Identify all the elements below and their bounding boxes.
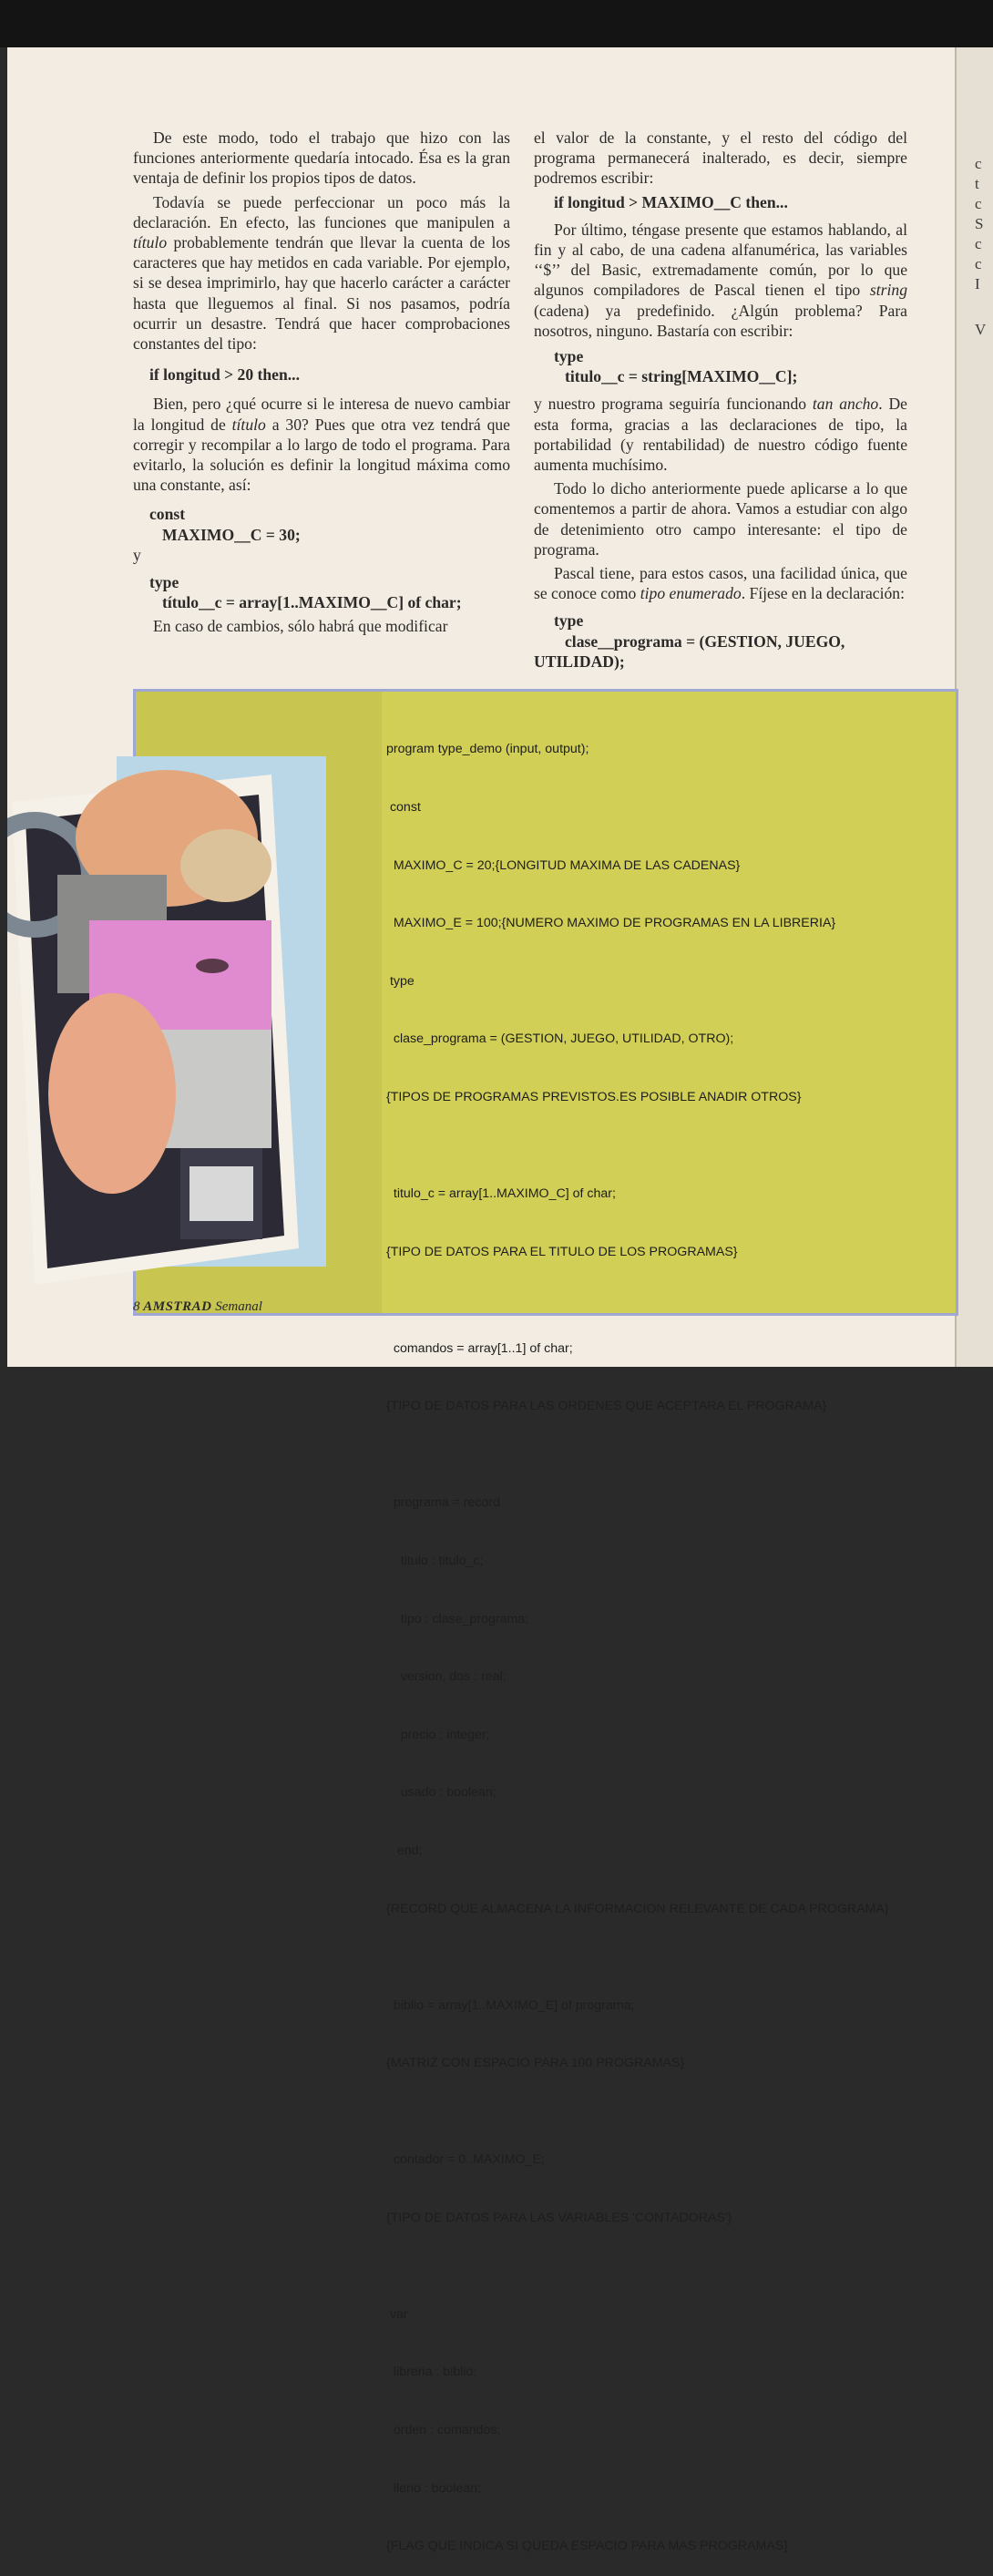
- listing-line: {RECORD QUE ALMACENA LA INFORMACION RELEVANTE DE CADA PROGRAMA}: [386, 1901, 889, 1916]
- paragraph: Pascal tiene, para estos casos, una facilidad única, que se conoce como tipo enumerado. Fíjese en la declaración:: [534, 564, 907, 603]
- right-text-column: [534, 128, 907, 672]
- listing-line: {TIPO DE DATOS PARA LAS VARIABLES 'CONTADORAS'}: [386, 2210, 732, 2225]
- listing-line: titulo_c = array[1..MAXIMO_C] of char;: [386, 1186, 616, 1202]
- listing-line: clase_programa = (GESTION, JUEGO, UTILIDAD, OTRO);: [386, 1031, 734, 1047]
- paragraph: y nuestro programa seguiría funcionando tan ancho. De esta forma, gracias a las declaraciones de tipo, la portabilidad (y rentabilidad) de nuestro código fuente aumenta muchísimo.: [534, 395, 907, 475]
- code-snippet: MAXIMO__C = 30;: [162, 525, 301, 544]
- edge-letter: V: [975, 321, 987, 338]
- listing-line: MAXIMO_C = 20;{LONGITUD MAXIMA DE LAS CADENAS}: [386, 857, 741, 873]
- cloud-shape: [180, 829, 271, 902]
- code-snippet: type: [554, 347, 584, 366]
- listing-line: programa = record: [386, 1495, 500, 1511]
- next-page-edge: [955, 47, 993, 1367]
- edge-letter: S: [975, 215, 984, 232]
- edge-letter: I: [975, 275, 980, 292]
- listing-line: comandos = array[1..1] of char;: [386, 1340, 573, 1356]
- edge-letter: c: [975, 155, 982, 172]
- listing-line: usado : boolean;: [386, 1785, 496, 1801]
- listing-line: orden : comandos;: [386, 2423, 501, 2438]
- listing-line: titulo : titulo_c;: [386, 1553, 484, 1568]
- paragraph: Todo lo dicho anteriormente puede aplicarse a lo que comentemos a partir de ahora. Vamos a estudiar con algo de detenimiento otro campo interesante: el tipo de programa.: [534, 479, 907, 559]
- top-dark-strip: [0, 0, 993, 47]
- listing-line: end;: [386, 1842, 423, 1858]
- listing-line: program type_demo (input, output);: [386, 742, 589, 757]
- code-snippet: type: [149, 573, 179, 592]
- paragraph: Por último, téngase presente que estamos hablando, al fin y al cabo, de una cadena alfanumérica, las variables ‘‘$’’ del Basic, extremadamente común, por lo que algunos compiladores de Pascal tienen el tipo string (cadena) ya predefinido. ¿Algún problema? Para nosotros, ninguno. Bastaría con escribir:: [534, 220, 907, 340]
- listing-line: const: [386, 800, 421, 816]
- paragraph: el valor de la constante, y el resto del código del programa permanecerá inalterado, es decir, siempre podremos escribir:: [534, 128, 907, 188]
- listing-line: {TIPOS DE PROGRAMAS PREVISTOS.ES POSIBLE ANADIR OTROS}: [386, 1090, 802, 1105]
- listing-line: libreria : biblio;: [386, 2365, 477, 2380]
- code-snippet: if longitud > 20 then...: [149, 365, 300, 385]
- checker-panel: [189, 1166, 253, 1221]
- edge-letter: c: [975, 195, 982, 212]
- listing-line: {FLAG QUE INDICA SI QUEDA ESPACIO PARA MAS PROGRAMAS}: [386, 2539, 788, 2554]
- edge-letter: c: [975, 235, 982, 252]
- code-snippet: título__c = array[1..MAXIMO__C] of char;: [162, 593, 462, 612]
- listing-line: contador = 0..MAXIMO_E;: [386, 2152, 545, 2168]
- listing-line: {MATRIZ CON ESPACIO PARA 100 PROGRAMAS}: [386, 2056, 685, 2071]
- listing-line: version, dos : real;: [386, 1669, 507, 1685]
- listing-line: type: [386, 973, 415, 989]
- listing-line: lleno : boolean;: [386, 2480, 482, 2496]
- paragraph: Todavía se puede perfeccionar un poco más la declaración. En efecto, las funciones que manipulen a título probablemente tendrán que llevar la cuenta de los caracteres que hay metidos en cada variable. Por ejemplo, si se desea imprimirlo, hay que hacerlo carácter a carácter hasta que lleguemos al final. Si nos pasamos, podría ocurrir un desastre. Tendrá que hacer comprobaciones constantes del tipo:: [133, 192, 510, 354]
- code-snippet: UTILIDAD);: [534, 652, 625, 671]
- page-number: 8: [133, 1299, 140, 1314]
- paragraph: En caso de cambios, sólo habrá que modificar: [153, 617, 448, 636]
- eye-shape: [196, 959, 229, 973]
- code-snippet: if longitud > MAXIMO__C then...: [554, 192, 788, 211]
- listing-line: MAXIMO_E = 100;{NUMERO MAXIMO DE PROGRAMAS EN LA LIBRERIA}: [386, 916, 836, 931]
- program-listing: [386, 702, 889, 2576]
- magazine-name: AMSTRAD: [143, 1299, 212, 1314]
- code-snippet: const: [149, 505, 186, 524]
- code-snippet: clase__programa = (GESTION, JUEGO,: [565, 631, 845, 651]
- paragraph: De este modo, todo el trabajo que hizo con las funciones anteriormente quedaría intocado. Ésa es la gran ventaja de definir los propios tipos de datos.: [133, 128, 510, 188]
- edge-letter: c: [975, 255, 982, 272]
- listing-line: var: [386, 2306, 408, 2322]
- left-text-column: [133, 128, 510, 641]
- listing-line: precio : integer;: [386, 1727, 490, 1742]
- listing-line: biblio = array[1..MAXIMO_E] of programa;: [386, 1997, 635, 2013]
- code-snippet: titulo__c = string[MAXIMO__C];: [565, 367, 798, 386]
- page-footer: [133, 1299, 262, 1315]
- paragraph: Bien, pero ¿qué ocurre si le interesa de nuevo cambiar la longitud de título a 30? Pues que otra vez tendrá que corregir y recompilar a lo largo de todo el programa. Para evitarlo, la solución es definir la longitud máxima como una constante, así:: [133, 395, 510, 495]
- edge-letter: t: [975, 175, 979, 192]
- listing-line: {TIPO DE DATOS PARA LAS ORDENES QUE ACEPTARA EL PROGRAMA}: [386, 1399, 827, 1414]
- magazine-subtitle: Semanal: [215, 1299, 262, 1314]
- conjunction: y: [133, 545, 141, 564]
- listing-line: tipo : clase_programa;: [386, 1611, 529, 1627]
- collage-face-illustration: [7, 738, 390, 1285]
- code-snippet: type: [554, 611, 584, 631]
- hand-shape: [48, 993, 176, 1194]
- listing-line: {TIPO DE DATOS PARA EL TITULO DE LOS PROGRAMAS}: [386, 1244, 738, 1259]
